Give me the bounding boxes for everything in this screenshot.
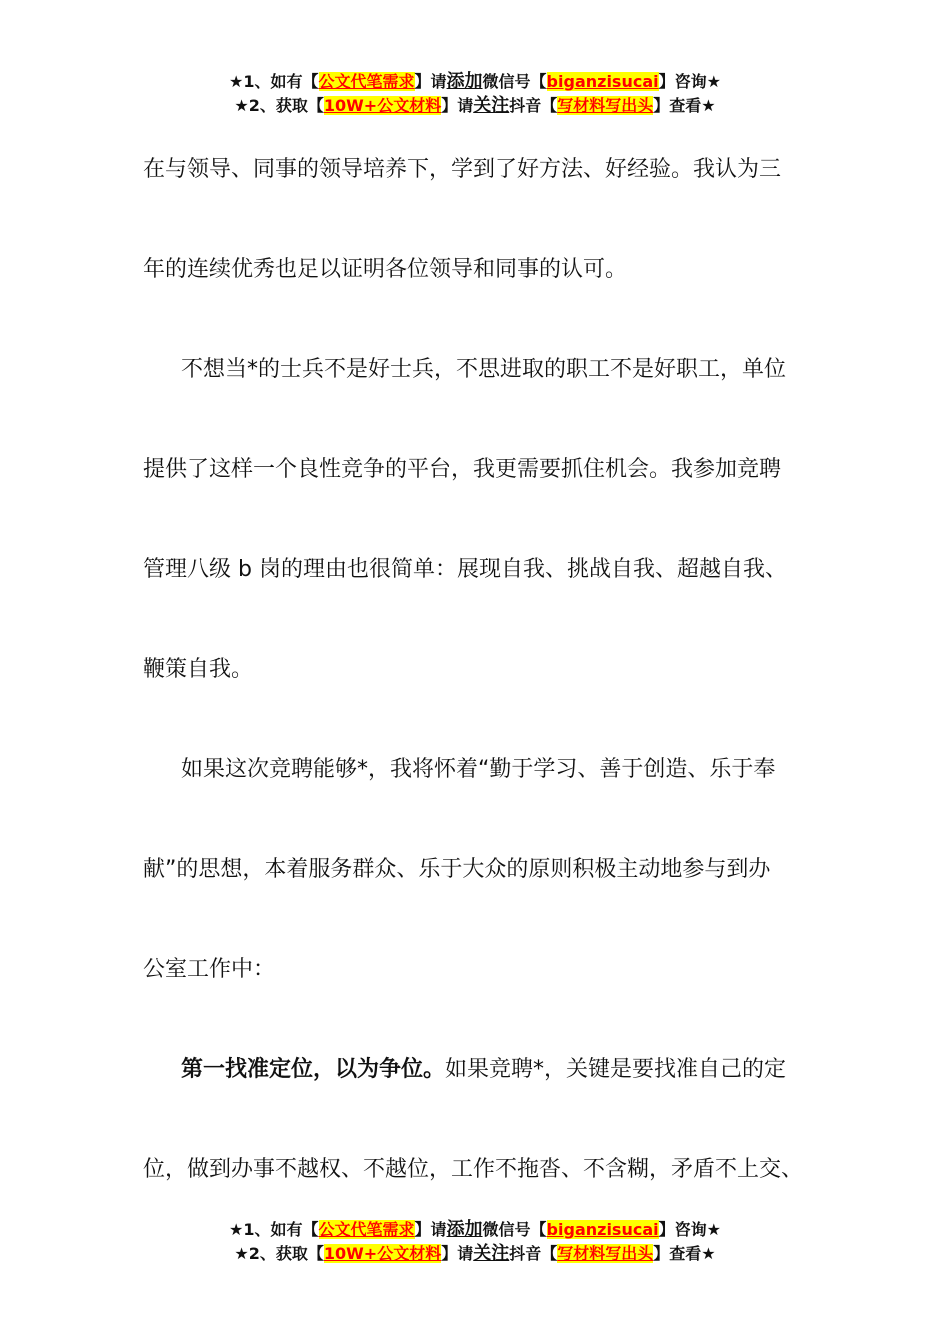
banner-line-1: ★1、如有【公文代笔需求】请添加微信号【biganzisucai】咨询★ xyxy=(229,1219,721,1240)
document-body xyxy=(143,120,833,1220)
body-line: 管理八级 b 岗的理由也很简单：展现自我、挑战自我、超越自我、 xyxy=(143,557,787,582)
banner-douyin-name: 写材料写出头 xyxy=(557,1244,654,1263)
banner-wechat-id: biganzisucai xyxy=(546,1220,659,1239)
banner-douyin-name: 写材料写出头 xyxy=(557,96,654,115)
banner-highlight: 公文代笔需求 xyxy=(318,72,415,91)
body-line-point-1: 第一找准定位，以为争位。如果竞聘*，关键是要找准自己的定 xyxy=(181,1057,787,1082)
body-line: 年的连续优秀也足以证明各位领导和同事的认可。 xyxy=(143,257,628,282)
banner-wechat-id: biganzisucai xyxy=(546,72,659,91)
banner-line-1: ★1、如有【公文代笔需求】请添加微信号【biganzisucai】咨询★ xyxy=(229,71,721,92)
body-line: 在与领导、同事的领导培养下，学到了好方法、好经验。我认为三 xyxy=(143,157,782,182)
body-line: 位，做到办事不越权、不越位，工作不拖沓、不含糊，矛盾不上交、 xyxy=(143,1157,804,1182)
body-line: 献”的思想，本着服务群众、乐于大众的原则积极主动地参与到办 xyxy=(143,857,771,882)
body-line: 如果这次竞聘能够*，我将怀着“勤于学习、善于创造、乐于奉 xyxy=(181,757,776,782)
body-line: 不想当*的士兵不是好士兵，不思进取的职工不是好职工，单位 xyxy=(181,357,787,382)
body-line: 公室工作中： xyxy=(143,957,276,982)
banner-line-2: ★2、获取【10W+公文材料】请关注抖音【写材料写出头】查看★ xyxy=(234,1243,716,1264)
banner-highlight: 10W+公文材料 xyxy=(323,1244,442,1263)
banner-highlight: 10W+公文材料 xyxy=(323,96,442,115)
header-banner xyxy=(0,70,950,118)
body-line: 提供了这样一个良性竞争的平台，我更需要抓住机会。我参加竞聘 xyxy=(143,457,782,482)
banner-highlight: 公文代笔需求 xyxy=(318,1220,415,1239)
footer-banner xyxy=(0,1218,950,1266)
point-1-heading: 第一找准定位，以为争位。 xyxy=(181,1057,446,1082)
body-line: 鞭策自我。 xyxy=(143,657,254,682)
banner-line-2: ★2、获取【10W+公文材料】请关注抖音【写材料写出头】查看★ xyxy=(234,95,716,116)
